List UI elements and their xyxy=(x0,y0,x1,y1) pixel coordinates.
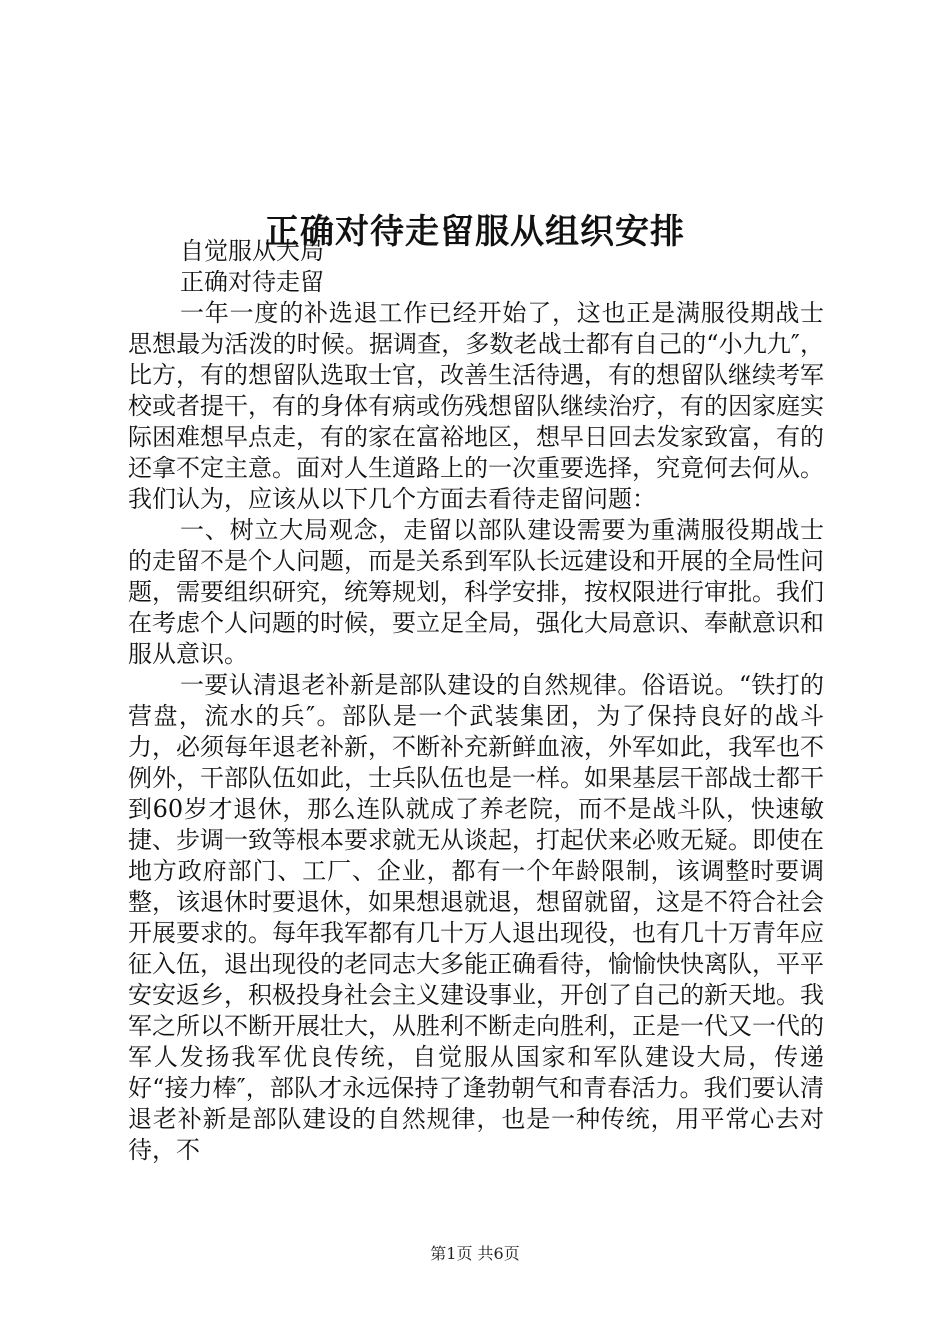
page-number-footer: 第1页 共6页 xyxy=(430,1244,520,1263)
paragraph-subtitle-1: 自觉服从大局 xyxy=(180,237,324,265)
document-body xyxy=(128,236,824,1166)
document-title: 正确对待走留服从组织安排 xyxy=(265,211,685,252)
paragraph-point-one: 一要认清退老补新是部队建设的自然规律。俗语说。“铁打的营盘，流水的兵″。部队是一个武装集团，为了保持良好的战斗力，必须每年退老补新，不断补充新鲜血液，外军如此，我军也不例外，干部队伍如此，士兵队伍也是一样。如果基层干部战士都干到60岁才退休，那么连队就成了养老院，而不是战斗队，快速敏捷、步调一致等根本要求就无从谈起，打起伏来必败无疑。即使在地方政府部门、工厂、企业，都有一个年龄限制，该调整时要调整，该退休时要退休，如果想退就退，想留就留，这是不符合社会开展要求的。每年我军都有几十万人退出现役，也有几十万青年应征入伍，退出现役的老同志大多能正确看待，愉愉快快离队，平平安安返乡，积极投身社会主义建设事业，开创了自己的新天地。我军之所以不断开展壮大，从胜利不断走向胜利，正是一代又一代的军人发扬我军优良传统，自觉服从国家和军队建设大局，传递好“接力棒″，部队才永远保持了逢勃朝气和青春活力。我们要认清退老补新是部队建设的自然规律，也是一种传统，用平常心去对待，不 xyxy=(128,671,824,1164)
paragraph-section-one: 一、树立大局观念，走留以部队建设需要为重满服役期战士的走留不是个人问题，而是关系到军队长远建设和开展的全局性问题，需要组织研究，统筹规划，科学安排，按权限进行审批。我们在考虑个人问题的时候，要立足全局，强化大局意识、奉献意识和服从意识。 xyxy=(128,516,824,668)
paragraph-subtitle-2: 正确对待走留 xyxy=(180,268,324,296)
paragraph-intro: 一年一度的补选退工作已经开始了，这也正是满服役期战士思想最为活泼的时候。据调查，多数老战士都有自己的“小九九″，比方，有的想留队选取士官，改善生活待遇，有的想留队继续考军校或者提干，有的身体有病或伤残想留队继续治疗，有的因家庭实际困难想早点走，有的家在富裕地区，想早日回去发家致富，有的还拿不定主意。面对人生道路上的一次重要选择，究竟何去何从。我们认为，应该从以下几个方面去看待走留问题： xyxy=(128,299,824,513)
